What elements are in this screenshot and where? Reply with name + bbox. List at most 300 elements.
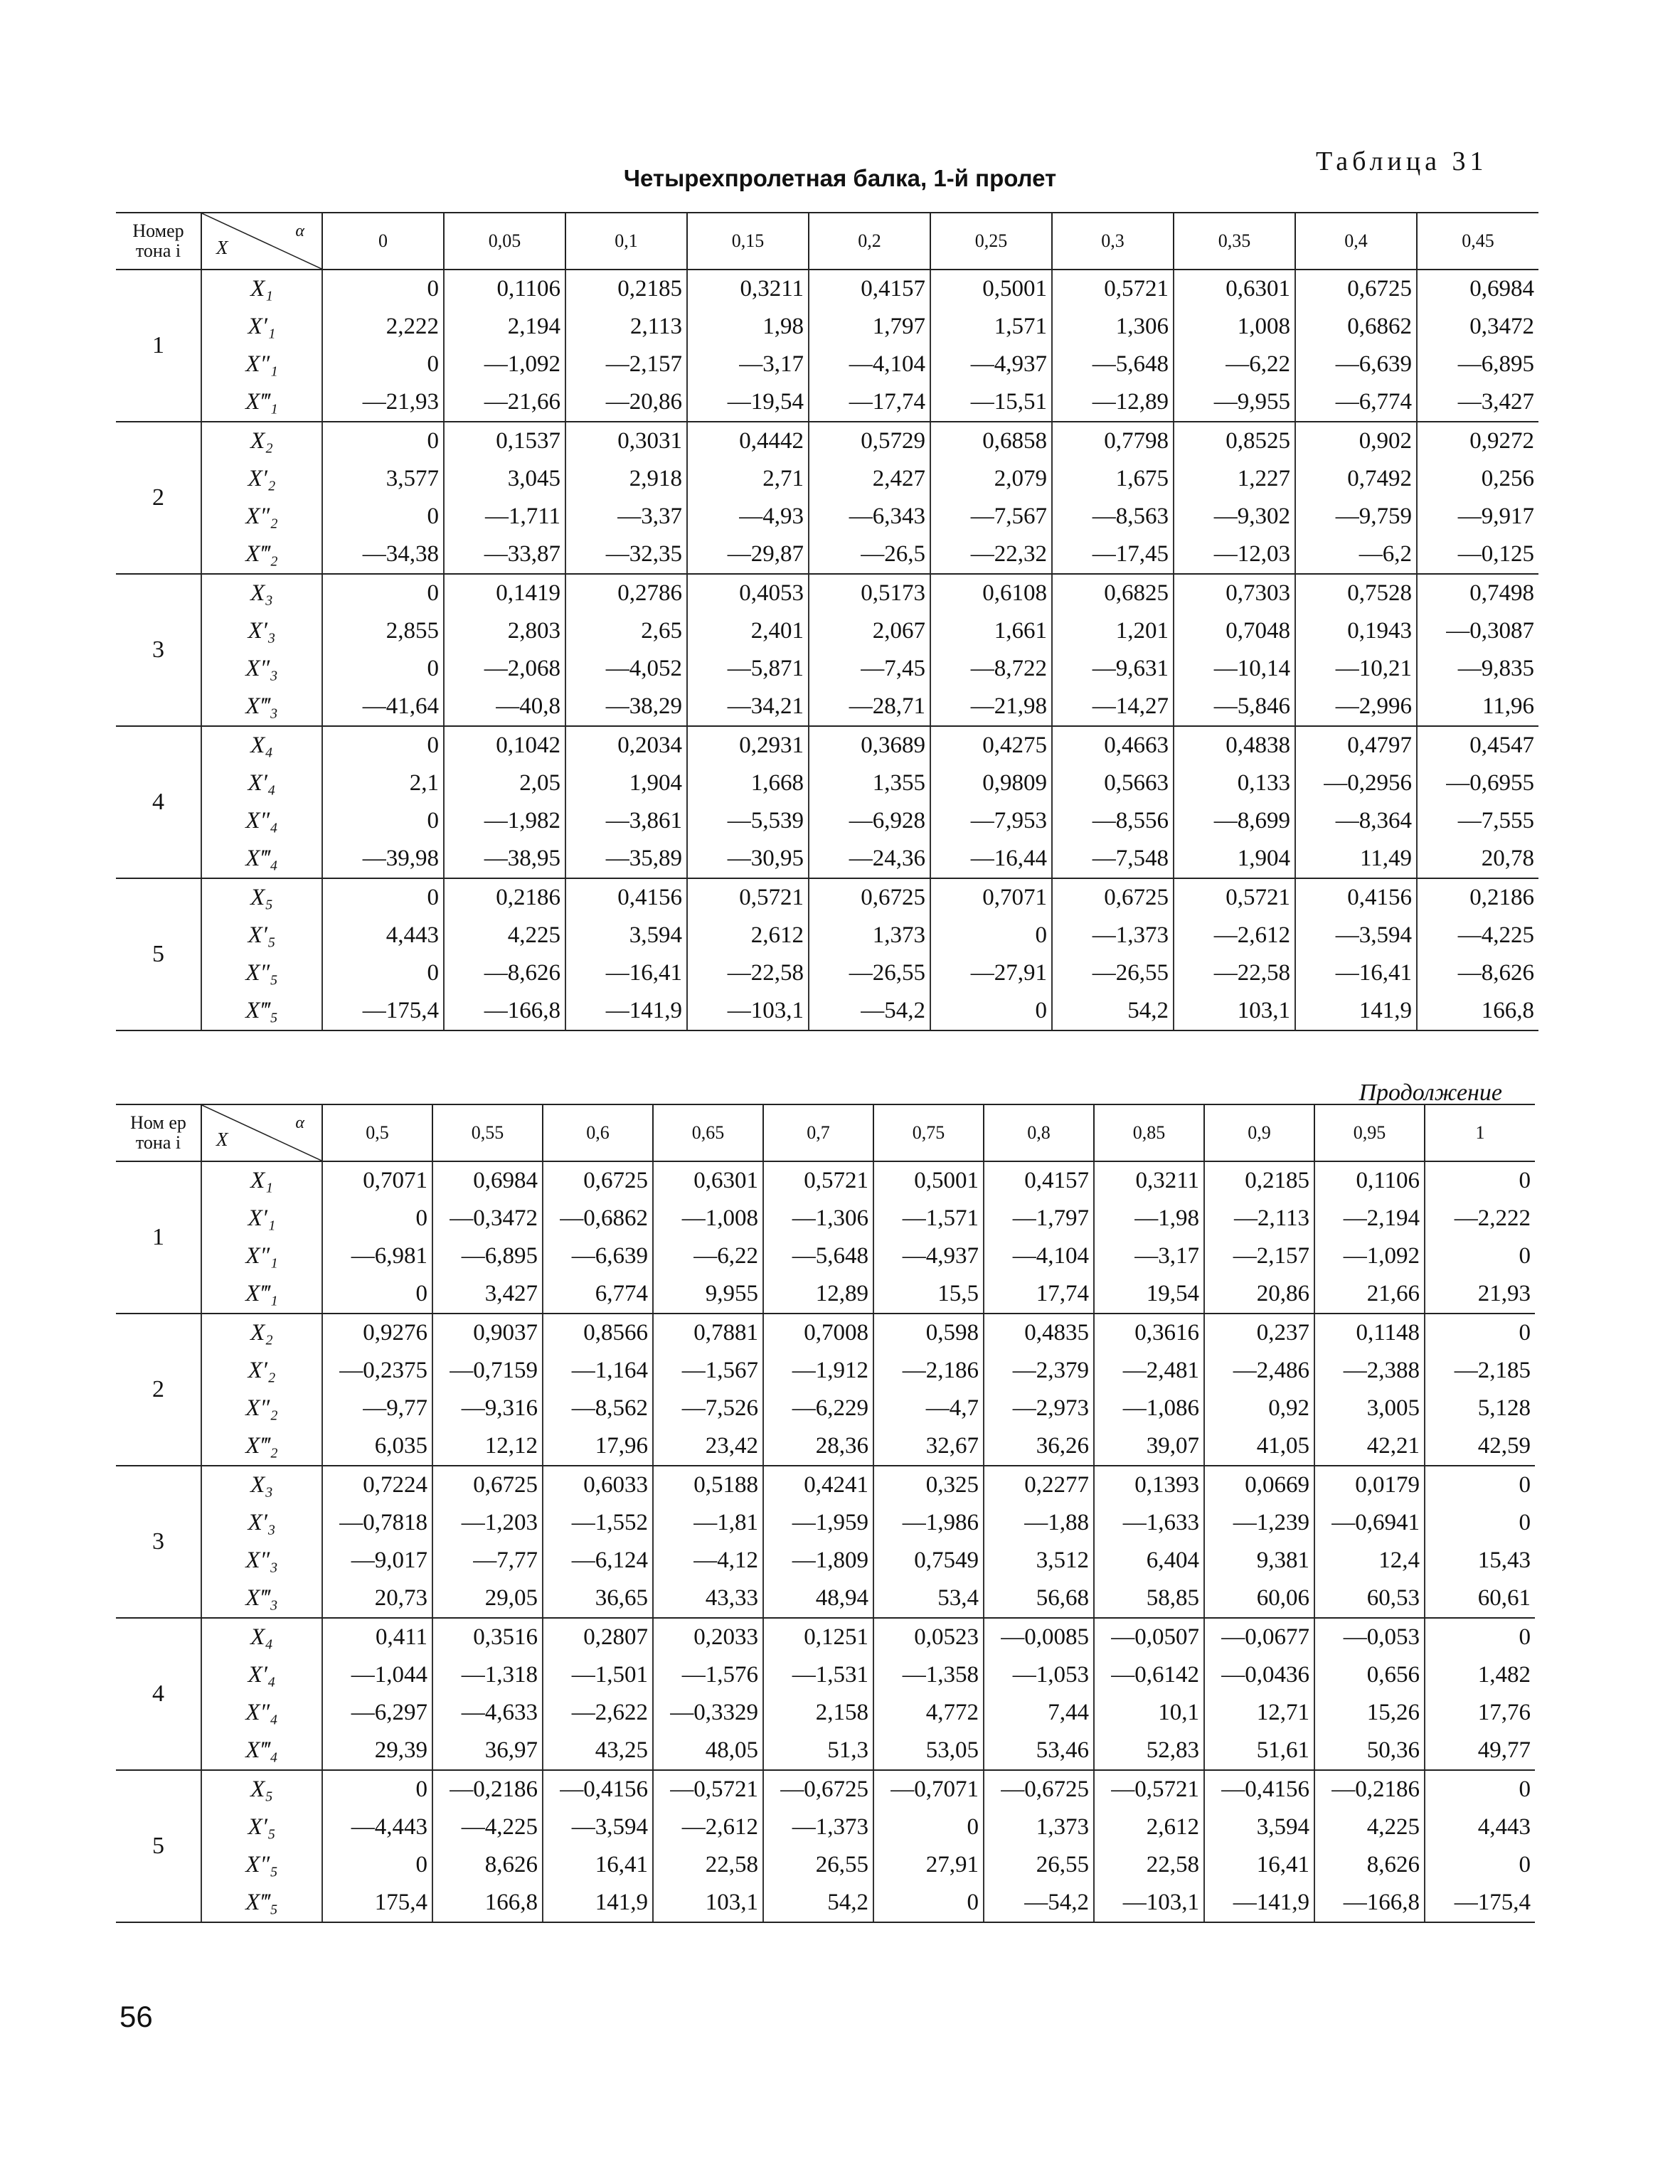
table-cell: 0,5173 xyxy=(809,574,930,612)
table-cell: —2,388 xyxy=(1314,1352,1425,1390)
table-cell: —1,164 xyxy=(543,1352,653,1390)
table-cell: 20,78 xyxy=(1417,840,1538,878)
coefficient-table xyxy=(116,1104,1535,1923)
page-number: 56 xyxy=(119,2000,153,2033)
table-cell: 15,43 xyxy=(1425,1542,1535,1580)
table-cell: 1,008 xyxy=(1174,308,1295,346)
table-row xyxy=(116,1427,1535,1466)
table-cell: —6,774 xyxy=(1295,383,1417,422)
table-cell: —0,7818 xyxy=(322,1504,432,1542)
table-cell: 0,5188 xyxy=(653,1466,763,1504)
coefficient-table xyxy=(116,212,1538,1031)
table-cell: —5,648 xyxy=(763,1237,873,1275)
alpha-column-header: 0,25 xyxy=(930,213,1052,270)
table-cell: 0 xyxy=(322,498,444,536)
table-cell: 12,89 xyxy=(763,1275,873,1314)
table-cell: 0,902 xyxy=(1295,422,1417,460)
table-cell: 0,4838 xyxy=(1174,726,1295,765)
table-cell: —6,229 xyxy=(763,1390,873,1427)
table-cell: 0,1106 xyxy=(1314,1161,1425,1200)
variable-label: X‴₅ xyxy=(201,992,322,1030)
table-cell: —9,917 xyxy=(1417,498,1538,536)
table-cell: —175,4 xyxy=(322,992,444,1030)
table-cell: —1,567 xyxy=(653,1352,763,1390)
table-cell: —10,21 xyxy=(1295,650,1417,688)
table-cell: 2,803 xyxy=(444,612,565,650)
table-cell: —1,576 xyxy=(653,1656,763,1694)
table-cell: —9,302 xyxy=(1174,498,1295,536)
table-cell: 32,67 xyxy=(873,1427,984,1466)
table-cell: 0,2186 xyxy=(1417,878,1538,917)
table-cell: —9,316 xyxy=(432,1390,543,1427)
table-cell: 6,035 xyxy=(322,1427,432,1466)
table-cell: 4,225 xyxy=(1314,1809,1425,1846)
table-cell: 0,5721 xyxy=(687,878,809,917)
table-cell: 50,36 xyxy=(1314,1732,1425,1770)
table-cell: 15,26 xyxy=(1314,1694,1425,1732)
table-cell: —6,639 xyxy=(543,1237,653,1275)
alpha-column-header: 0,3 xyxy=(1052,213,1174,270)
table-cell: 53,05 xyxy=(873,1732,984,1770)
table-cell: 0 xyxy=(322,650,444,688)
table-cell: 3,577 xyxy=(322,460,444,498)
table-cell: 0 xyxy=(1425,1770,1535,1809)
table-cell: 0,2931 xyxy=(687,726,809,765)
table-cell: 1,904 xyxy=(1174,840,1295,878)
table-cell: —9,631 xyxy=(1052,650,1174,688)
table-part-1 xyxy=(116,212,1538,1031)
table-cell: —2,157 xyxy=(565,346,687,383)
page-title: Четырехпролетная балка, 1-й пролет xyxy=(623,165,1057,191)
variable-label: X″₁ xyxy=(201,1237,322,1275)
table-row xyxy=(116,650,1538,688)
variable-label: X‴₃ xyxy=(201,1580,322,1618)
alpha-column-header: 0,8 xyxy=(984,1104,1094,1161)
table-cell: —30,95 xyxy=(687,840,809,878)
table-cell: 2,612 xyxy=(687,917,809,954)
variable-label: X₁ xyxy=(201,270,322,308)
table-cell: —0,6142 xyxy=(1094,1656,1204,1694)
table-cell: 20,86 xyxy=(1204,1275,1314,1314)
alpha-column-header: 0,5 xyxy=(322,1104,432,1161)
table-row xyxy=(116,270,1538,308)
variable-label: X″₁ xyxy=(201,346,322,383)
table-cell: 2,65 xyxy=(565,612,687,650)
table-cell: 0,1251 xyxy=(763,1618,873,1656)
table-cell: —175,4 xyxy=(1425,1884,1535,1922)
table-cell: 11,96 xyxy=(1417,688,1538,726)
table-cell: 0,1042 xyxy=(444,726,565,765)
table-cell: —6,297 xyxy=(322,1694,432,1732)
table-cell: —15,51 xyxy=(930,383,1052,422)
table-cell: —16,41 xyxy=(565,954,687,992)
variable-label: X′₅ xyxy=(201,917,322,954)
table-cell: 28,36 xyxy=(763,1427,873,1466)
table-cell: —166,8 xyxy=(444,992,565,1030)
table-cell: 4,225 xyxy=(444,917,565,954)
table-cell: 0,2186 xyxy=(444,878,565,917)
tone-number: 2 xyxy=(116,1314,201,1466)
table-cell: 0,3031 xyxy=(565,422,687,460)
table-cell: 0,7224 xyxy=(322,1466,432,1504)
table-cell: 1,797 xyxy=(809,308,930,346)
table-cell: 12,71 xyxy=(1204,1694,1314,1732)
table-cell: 0,598 xyxy=(873,1314,984,1352)
table-cell: 0,5001 xyxy=(873,1161,984,1200)
table-cell: 0,7798 xyxy=(1052,422,1174,460)
tone-number: 2 xyxy=(116,422,201,574)
table-cell: 0,9272 xyxy=(1417,422,1538,460)
table-cell: 60,53 xyxy=(1314,1580,1425,1618)
table-cell: —6,22 xyxy=(1174,346,1295,383)
table-cell: —4,12 xyxy=(653,1542,763,1580)
table-cell: —103,1 xyxy=(1094,1884,1204,1922)
table-cell: 0 xyxy=(930,917,1052,954)
table-cell: 11,49 xyxy=(1295,840,1417,878)
table-row xyxy=(116,1314,1535,1352)
tone-number: 5 xyxy=(116,1770,201,1922)
table-cell: 26,55 xyxy=(763,1846,873,1884)
table-cell: 0,4275 xyxy=(930,726,1052,765)
table-cell: —40,8 xyxy=(444,688,565,726)
table-cell: —24,36 xyxy=(809,840,930,878)
table-cell: —4,225 xyxy=(432,1809,543,1846)
variable-label: X″₄ xyxy=(201,1694,322,1732)
table-cell: 0,3472 xyxy=(1417,308,1538,346)
tone-number-header xyxy=(116,1104,201,1161)
table-cell: 0,4547 xyxy=(1417,726,1538,765)
table-cell: 0,1106 xyxy=(444,270,565,308)
tone-header-line: тона i xyxy=(135,1132,181,1153)
table-cell: 0 xyxy=(322,422,444,460)
table-cell: —17,74 xyxy=(809,383,930,422)
table-cell: 0,2277 xyxy=(984,1466,1094,1504)
table-row xyxy=(116,1542,1535,1580)
table-cell: 0,6725 xyxy=(1295,270,1417,308)
table-cell: —7,45 xyxy=(809,650,930,688)
table-cell: —10,14 xyxy=(1174,650,1295,688)
table-cell: —16,41 xyxy=(1295,954,1417,992)
table-cell: 0 xyxy=(873,1809,984,1846)
table-cell: 0,4663 xyxy=(1052,726,1174,765)
table-cell: —4,937 xyxy=(930,346,1052,383)
table-cell: —21,98 xyxy=(930,688,1052,726)
table-cell: —1,982 xyxy=(444,802,565,840)
table-row xyxy=(116,1200,1535,1237)
table-cell: 12,4 xyxy=(1314,1542,1425,1580)
table-cell: —38,95 xyxy=(444,840,565,878)
variable-label: X′₁ xyxy=(201,308,322,346)
header-row xyxy=(116,1104,1535,1161)
table-cell: 1,661 xyxy=(930,612,1052,650)
header-row xyxy=(116,213,1538,270)
table-cell: —6,124 xyxy=(543,1542,653,1580)
table-row xyxy=(116,840,1538,878)
table-cell: —0,5721 xyxy=(1094,1770,1204,1809)
table-cell: 0,4241 xyxy=(763,1466,873,1504)
table-cell: 0,8525 xyxy=(1174,422,1295,460)
table-cell: —6,895 xyxy=(432,1237,543,1275)
table-cell: 0,2807 xyxy=(543,1618,653,1656)
table-cell: —6,895 xyxy=(1417,346,1538,383)
table-cell: 39,07 xyxy=(1094,1427,1204,1466)
tone-header-line: Ном ер xyxy=(130,1112,186,1133)
table-cell: —22,32 xyxy=(930,536,1052,574)
variable-label: X₄ xyxy=(201,1618,322,1656)
table-cell: —0,2375 xyxy=(322,1352,432,1390)
table-cell: 141,9 xyxy=(1295,992,1417,1030)
table-cell: 0 xyxy=(1425,1314,1535,1352)
table-cell: 103,1 xyxy=(1174,992,1295,1030)
table-cell: —7,953 xyxy=(930,802,1052,840)
table-cell: 0,9037 xyxy=(432,1314,543,1352)
variable-label: X‴₂ xyxy=(201,1427,322,1466)
table-cell: —0,125 xyxy=(1417,536,1538,574)
table-cell: —2,486 xyxy=(1204,1352,1314,1390)
table-cell: —0,7071 xyxy=(873,1770,984,1809)
table-row xyxy=(116,917,1538,954)
table-cell: —0,3472 xyxy=(432,1200,543,1237)
table-cell: —1,571 xyxy=(873,1200,984,1237)
table-cell: 0,4157 xyxy=(984,1161,1094,1200)
variable-label: X₂ xyxy=(201,422,322,460)
variable-label: X‴₃ xyxy=(201,688,322,726)
alpha-column-header: 0,85 xyxy=(1094,1104,1204,1161)
table-cell: —0,6725 xyxy=(763,1770,873,1809)
table-cell: 0,325 xyxy=(873,1466,984,1504)
table-row xyxy=(116,460,1538,498)
table-cell: 0,3689 xyxy=(809,726,930,765)
table-row xyxy=(116,802,1538,840)
table-cell: —2,157 xyxy=(1204,1237,1314,1275)
table-cell: 0,2034 xyxy=(565,726,687,765)
table-cell: —3,17 xyxy=(687,346,809,383)
table-cell: 1,201 xyxy=(1052,612,1174,650)
table-cell: —8,626 xyxy=(1417,954,1538,992)
table-cell: 2,158 xyxy=(763,1694,873,1732)
table-cell: 0 xyxy=(1425,1237,1535,1275)
table-cell: —28,71 xyxy=(809,688,930,726)
table-row xyxy=(116,422,1538,460)
table-cell: —26,5 xyxy=(809,536,930,574)
table-cell: 0,7498 xyxy=(1417,574,1538,612)
table-cell: —1,98 xyxy=(1094,1200,1204,1237)
table-cell: 0,6984 xyxy=(432,1161,543,1200)
table-cell: —26,55 xyxy=(1052,954,1174,992)
table-cell: —2,996 xyxy=(1295,688,1417,726)
table-cell: 8,626 xyxy=(1314,1846,1425,1884)
table-cell: —8,562 xyxy=(543,1390,653,1427)
table-cell: 0,6725 xyxy=(1052,878,1174,917)
variable-label: X″₄ xyxy=(201,802,322,840)
table-cell: —8,563 xyxy=(1052,498,1174,536)
table-cell: 9,381 xyxy=(1204,1542,1314,1580)
table-cell: 0,1943 xyxy=(1295,612,1417,650)
variable-label: X′₂ xyxy=(201,1352,322,1390)
table-cell: —4,052 xyxy=(565,650,687,688)
table-cell: 51,61 xyxy=(1204,1732,1314,1770)
table-cell: 0 xyxy=(930,992,1052,1030)
table-cell: —34,21 xyxy=(687,688,809,726)
table-row xyxy=(116,688,1538,726)
table-cell: 52,83 xyxy=(1094,1732,1204,1770)
table-cell: —0,0085 xyxy=(984,1618,1094,1656)
table-row xyxy=(116,574,1538,612)
table-cell: —0,0436 xyxy=(1204,1656,1314,1694)
table-cell: —4,633 xyxy=(432,1694,543,1732)
table-cell: —7,555 xyxy=(1417,802,1538,840)
table-cell: 175,4 xyxy=(322,1884,432,1922)
table-cell: —1,008 xyxy=(653,1200,763,1237)
table-row xyxy=(116,612,1538,650)
table-cell: 0,7549 xyxy=(873,1542,984,1580)
variable-label: X‴₁ xyxy=(201,383,322,422)
table-row xyxy=(116,346,1538,383)
table-cell: 0,1148 xyxy=(1314,1314,1425,1352)
alpha-column-header: 0,05 xyxy=(444,213,565,270)
table-row xyxy=(116,498,1538,536)
table-cell: —4,93 xyxy=(687,498,809,536)
table-cell: —1,633 xyxy=(1094,1504,1204,1542)
table-cell: —7,77 xyxy=(432,1542,543,1580)
table-cell: —1,809 xyxy=(763,1542,873,1580)
table-cell: 60,06 xyxy=(1204,1580,1314,1618)
table-cell: —22,58 xyxy=(1174,954,1295,992)
x-alpha-header xyxy=(201,213,322,270)
table-cell: —2,068 xyxy=(444,650,565,688)
table-cell: 166,8 xyxy=(432,1884,543,1922)
table-cell: 0,5721 xyxy=(1052,270,1174,308)
table-cell: —1,318 xyxy=(432,1656,543,1694)
table-cell: —9,759 xyxy=(1295,498,1417,536)
alpha-column-header: 0,55 xyxy=(432,1104,543,1161)
table-cell: 2,067 xyxy=(809,612,930,650)
table-cell: —0,3087 xyxy=(1417,612,1538,650)
table-cell: —7,548 xyxy=(1052,840,1174,878)
table-cell: —141,9 xyxy=(1204,1884,1314,1922)
table-cell: —8,722 xyxy=(930,650,1052,688)
table-row xyxy=(116,1732,1535,1770)
table-cell: 166,8 xyxy=(1417,992,1538,1030)
table-cell: 43,25 xyxy=(543,1732,653,1770)
table-cell: 0,5729 xyxy=(809,422,930,460)
table-cell: —1,912 xyxy=(763,1352,873,1390)
table-cell: —2,222 xyxy=(1425,1200,1535,1237)
table-cell: 2,427 xyxy=(809,460,930,498)
table-cell: 0,6984 xyxy=(1417,270,1538,308)
table-cell: 0,3516 xyxy=(432,1618,543,1656)
table-cell: —7,567 xyxy=(930,498,1052,536)
table-cell: 0,2185 xyxy=(1204,1161,1314,1200)
table-cell: 0,4442 xyxy=(687,422,809,460)
table-cell: 2,222 xyxy=(322,308,444,346)
table-cell: —4,104 xyxy=(984,1237,1094,1275)
table-cell: —21,66 xyxy=(444,383,565,422)
table-cell: 0,92 xyxy=(1204,1390,1314,1427)
variable-label: X‴₄ xyxy=(201,1732,322,1770)
continuation-label: Продолжение xyxy=(1359,1080,1502,1106)
table-cell: 0,1537 xyxy=(444,422,565,460)
variable-label: X″₃ xyxy=(201,650,322,688)
table-row xyxy=(116,726,1538,765)
table-cell: 0,4156 xyxy=(1295,878,1417,917)
alpha-label: α xyxy=(295,1114,304,1132)
table-cell: —0,2956 xyxy=(1295,765,1417,802)
table-cell: —103,1 xyxy=(687,992,809,1030)
table-cell: 2,71 xyxy=(687,460,809,498)
table-cell: 4,443 xyxy=(1425,1809,1535,1846)
table-cell: 17,74 xyxy=(984,1275,1094,1314)
table-cell: 16,41 xyxy=(1204,1846,1314,1884)
table-cell: —1,358 xyxy=(873,1656,984,1694)
table-row xyxy=(116,878,1538,917)
table-cell: 0,6862 xyxy=(1295,308,1417,346)
table-cell: 0,411 xyxy=(322,1618,432,1656)
table-cell: —3,17 xyxy=(1094,1237,1204,1275)
table-cell: —1,044 xyxy=(322,1656,432,1694)
table-cell: 0 xyxy=(322,574,444,612)
alpha-column-header: 0,15 xyxy=(687,213,809,270)
variable-label: X″₅ xyxy=(201,1846,322,1884)
table-row xyxy=(116,1352,1535,1390)
table-cell: 2,079 xyxy=(930,460,1052,498)
table-cell: —14,27 xyxy=(1052,688,1174,726)
table-cell: 1,373 xyxy=(809,917,930,954)
table-part-2 xyxy=(116,1104,1535,1923)
alpha-column-header: 1 xyxy=(1425,1104,1535,1161)
table-cell: 0,6301 xyxy=(1174,270,1295,308)
table-cell: —8,626 xyxy=(444,954,565,992)
table-cell: 41,05 xyxy=(1204,1427,1314,1466)
tone-header-line: тона i xyxy=(135,240,181,261)
table-cell: 0 xyxy=(322,346,444,383)
table-cell: 0 xyxy=(322,802,444,840)
alpha-column-header: 0,45 xyxy=(1417,213,1538,270)
table-cell: 0 xyxy=(322,726,444,765)
table-cell: 1,306 xyxy=(1052,308,1174,346)
table-cell: —16,44 xyxy=(930,840,1052,878)
table-row xyxy=(116,1618,1535,1656)
table-cell: 0,6825 xyxy=(1052,574,1174,612)
table-cell: 0,6858 xyxy=(930,422,1052,460)
table-cell: 0 xyxy=(1425,1466,1535,1504)
table-cell: 0,5663 xyxy=(1052,765,1174,802)
x-alpha-header xyxy=(201,1104,322,1161)
table-cell: 21,66 xyxy=(1314,1275,1425,1314)
table-cell: 0,4835 xyxy=(984,1314,1094,1352)
table-cell: 1,675 xyxy=(1052,460,1174,498)
table-cell: 0,8566 xyxy=(543,1314,653,1352)
table-row xyxy=(116,1770,1535,1809)
tone-number: 1 xyxy=(116,270,201,422)
table-cell: 19,54 xyxy=(1094,1275,1204,1314)
table-cell: 22,58 xyxy=(1094,1846,1204,1884)
table-cell: 0,7008 xyxy=(763,1314,873,1352)
table-row xyxy=(116,536,1538,574)
table-cell: 21,93 xyxy=(1425,1275,1535,1314)
table-cell: 103,1 xyxy=(653,1884,763,1922)
table-cell: 0 xyxy=(322,1200,432,1237)
table-cell: 16,41 xyxy=(543,1846,653,1884)
table-cell: 0,7303 xyxy=(1174,574,1295,612)
variable-label: X′₃ xyxy=(201,1504,322,1542)
table-cell: —1,092 xyxy=(1314,1237,1425,1275)
table-cell: —27,91 xyxy=(930,954,1052,992)
table-cell: 53,46 xyxy=(984,1732,1094,1770)
variable-label: X‴₁ xyxy=(201,1275,322,1314)
table-cell: 42,59 xyxy=(1425,1427,1535,1466)
table-cell: 3,045 xyxy=(444,460,565,498)
